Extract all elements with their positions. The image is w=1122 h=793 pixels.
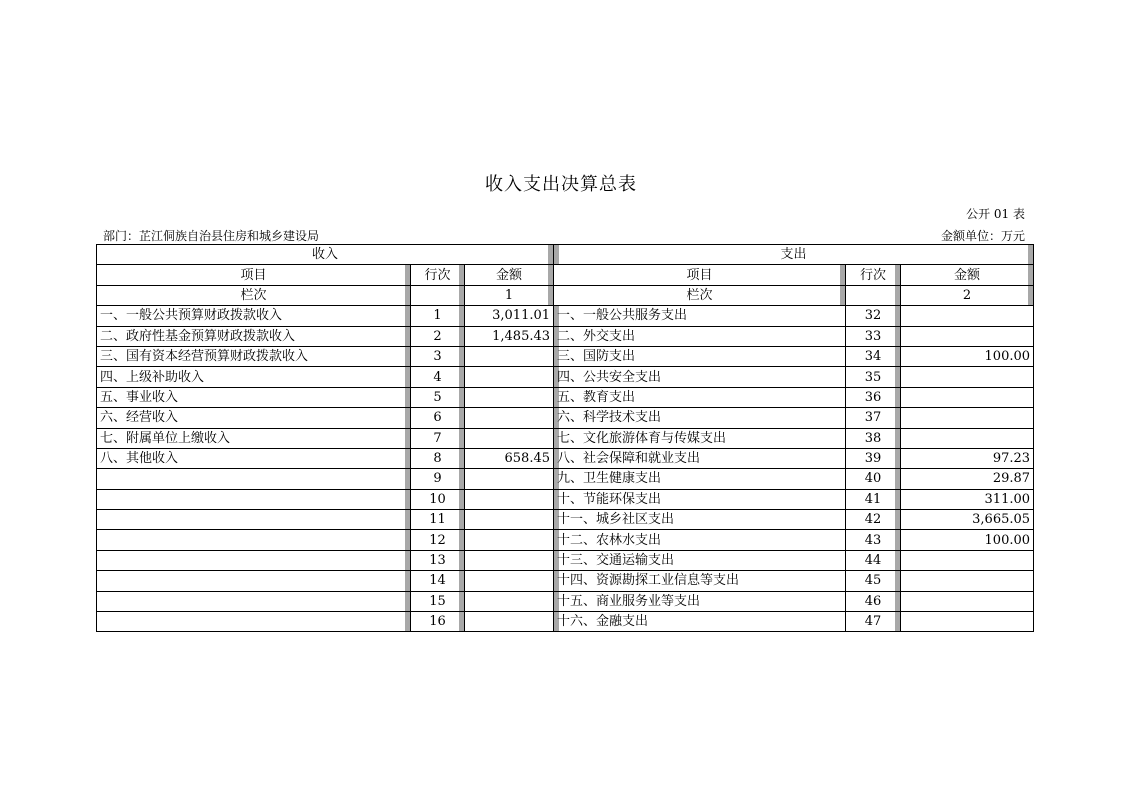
expense-row-no-cell: 45 <box>846 571 901 591</box>
table-row <box>97 428 1034 448</box>
income-row-no-cell: 9 <box>411 469 465 489</box>
income-section-header: 收入 <box>97 245 554 265</box>
expense-amount-cell <box>901 591 1034 611</box>
income-row-no-cell: 4 <box>411 367 465 387</box>
expense-amount-cell: 29.87 <box>901 469 1034 489</box>
income-row-no-cell: 2 <box>411 326 465 346</box>
table-row <box>97 387 1034 407</box>
expense-item-cell: 十六、金融支出 <box>554 612 846 632</box>
expense-row-no-cell: 37 <box>846 408 901 428</box>
income-item-cell: 二、政府性基金预算财政拨款收入 <box>97 326 411 346</box>
income-row-no-blank <box>411 285 465 305</box>
expense-item-cell: 十四、资源勘探工业信息等支出 <box>554 571 846 591</box>
expense-item-cell: 八、社会保障和就业支出 <box>554 448 846 468</box>
expense-row-no-cell: 43 <box>846 530 901 550</box>
expense-item-cell: 十、节能环保支出 <box>554 489 846 509</box>
income-amount-cell <box>465 510 554 530</box>
income-row-no-cell: 12 <box>411 530 465 550</box>
table-row <box>97 469 1034 489</box>
expense-amount-cell: 97.23 <box>901 448 1034 468</box>
expense-section-header: 支出 <box>554 245 1034 265</box>
income-item-cell: 四、上级补助收入 <box>97 367 411 387</box>
expense-item-cell: 三、国防支出 <box>554 346 846 366</box>
table-row <box>97 530 1034 550</box>
expense-amount-cell: 100.00 <box>901 530 1034 550</box>
income-amount-cell <box>465 469 554 489</box>
income-item-cell: 一、一般公共预算财政拨款收入 <box>97 306 411 326</box>
income-amount-cell <box>465 591 554 611</box>
expense-item-cell: 九、卫生健康支出 <box>554 469 846 489</box>
table-row <box>97 571 1034 591</box>
income-item-cell: 三、国有资本经营预算财政拨款收入 <box>97 346 411 366</box>
column-number-row <box>97 285 1034 305</box>
table-row <box>97 448 1034 468</box>
income-row-no-cell: 16 <box>411 612 465 632</box>
table-row <box>97 612 1034 632</box>
income-item-cell <box>97 530 411 550</box>
expense-row-no-cell: 35 <box>846 367 901 387</box>
income-amount-cell <box>465 530 554 550</box>
income-row-no-cell: 14 <box>411 571 465 591</box>
expense-row-no-cell: 40 <box>846 469 901 489</box>
income-row-no-cell: 7 <box>411 428 465 448</box>
expense-row-no-cell: 47 <box>846 612 901 632</box>
income-amount-cell <box>465 346 554 366</box>
expense-column-number: 2 <box>901 285 1034 305</box>
income-row-no-cell: 1 <box>411 306 465 326</box>
expense-amount-cell <box>901 408 1034 428</box>
income-row-no-cell: 15 <box>411 591 465 611</box>
income-item-cell <box>97 591 411 611</box>
table-row <box>97 510 1034 530</box>
income-amount-cell: 3,011.01 <box>465 306 554 326</box>
expense-item-cell: 五、教育支出 <box>554 387 846 407</box>
expense-amount-cell <box>901 387 1034 407</box>
table-row <box>97 367 1034 387</box>
department-label: 部门：芷江侗族自治县住房和城乡建设局 <box>103 229 320 243</box>
expense-row-no-header: 行次 <box>846 265 901 285</box>
table-row <box>97 306 1034 326</box>
income-row-no-cell: 3 <box>411 346 465 366</box>
expense-row-no-cell: 44 <box>846 550 901 570</box>
income-amount-cell: 658.45 <box>465 448 554 468</box>
expense-amount-cell <box>901 612 1034 632</box>
expense-item-cell: 一、一般公共服务支出 <box>554 306 846 326</box>
expense-row-no-cell: 42 <box>846 510 901 530</box>
expense-amount-cell: 3,665.05 <box>901 510 1034 530</box>
form-code: 公开 01 表 <box>966 207 1025 221</box>
expense-item-cell: 四、公共安全支出 <box>554 367 846 387</box>
table-row <box>97 326 1034 346</box>
expense-item-cell: 二、外交支出 <box>554 326 846 346</box>
expense-amount-header: 金额 <box>901 265 1034 285</box>
income-amount-cell <box>465 571 554 591</box>
income-amount-cell <box>465 367 554 387</box>
expense-amount-cell <box>901 550 1034 570</box>
expense-row-no-cell: 33 <box>846 326 901 346</box>
expense-item-cell: 七、文化旅游体育与传媒支出 <box>554 428 846 448</box>
page-title: 收入支出决算总表 <box>485 174 637 195</box>
income-column-label: 栏次 <box>97 285 411 305</box>
section-header-row <box>97 245 1034 265</box>
income-item-cell <box>97 489 411 509</box>
table-row <box>97 408 1034 428</box>
expense-item-cell: 十五、商业服务业等支出 <box>554 591 846 611</box>
income-row-no-cell: 10 <box>411 489 465 509</box>
income-expense-table <box>96 244 1034 632</box>
income-amount-cell <box>465 489 554 509</box>
expense-amount-cell <box>901 367 1034 387</box>
income-amount-cell <box>465 428 554 448</box>
expense-item-cell: 十一、城乡社区支出 <box>554 510 846 530</box>
income-row-no-cell: 5 <box>411 387 465 407</box>
income-row-no-cell: 13 <box>411 550 465 570</box>
income-amount-cell <box>465 550 554 570</box>
expense-row-no-cell: 41 <box>846 489 901 509</box>
table-row <box>97 591 1034 611</box>
income-item-header: 项目 <box>97 265 411 285</box>
income-item-cell <box>97 571 411 591</box>
table-row <box>97 550 1034 570</box>
expense-item-header: 项目 <box>554 265 846 285</box>
income-amount-cell <box>465 387 554 407</box>
income-amount-cell: 1,485.43 <box>465 326 554 346</box>
income-item-cell <box>97 612 411 632</box>
expense-amount-cell <box>901 306 1034 326</box>
income-item-cell: 五、事业收入 <box>97 387 411 407</box>
income-item-cell: 六、经营收入 <box>97 408 411 428</box>
column-header-row <box>97 265 1034 285</box>
expense-row-no-cell: 46 <box>846 591 901 611</box>
table-row <box>97 346 1034 366</box>
income-row-no-header: 行次 <box>411 265 465 285</box>
expense-row-no-cell: 34 <box>846 346 901 366</box>
expense-row-no-blank <box>846 285 901 305</box>
expense-amount-cell: 100.00 <box>901 346 1034 366</box>
income-row-no-cell: 6 <box>411 408 465 428</box>
income-amount-header: 金额 <box>465 265 554 285</box>
income-item-cell <box>97 550 411 570</box>
income-item-cell: 八、其他收入 <box>97 448 411 468</box>
income-column-number: 1 <box>465 285 554 305</box>
expense-row-no-cell: 38 <box>846 428 901 448</box>
income-item-cell <box>97 469 411 489</box>
income-item-cell <box>97 510 411 530</box>
income-row-no-cell: 11 <box>411 510 465 530</box>
expense-item-cell: 十三、交通运输支出 <box>554 550 846 570</box>
expense-row-no-cell: 36 <box>846 387 901 407</box>
expense-column-label: 栏次 <box>554 285 846 305</box>
expense-amount-cell <box>901 571 1034 591</box>
expense-item-cell: 十二、农林水支出 <box>554 530 846 550</box>
amount-unit-label: 金额单位：万元 <box>940 229 1025 243</box>
income-item-cell: 七、附属单位上缴收入 <box>97 428 411 448</box>
income-row-no-cell: 8 <box>411 448 465 468</box>
expense-amount-cell <box>901 428 1034 448</box>
income-amount-cell <box>465 612 554 632</box>
table-row <box>97 489 1034 509</box>
expense-item-cell: 六、科学技术支出 <box>554 408 846 428</box>
expense-amount-cell: 311.00 <box>901 489 1034 509</box>
expense-row-no-cell: 32 <box>846 306 901 326</box>
income-amount-cell <box>465 408 554 428</box>
expense-row-no-cell: 39 <box>846 448 901 468</box>
expense-amount-cell <box>901 326 1034 346</box>
